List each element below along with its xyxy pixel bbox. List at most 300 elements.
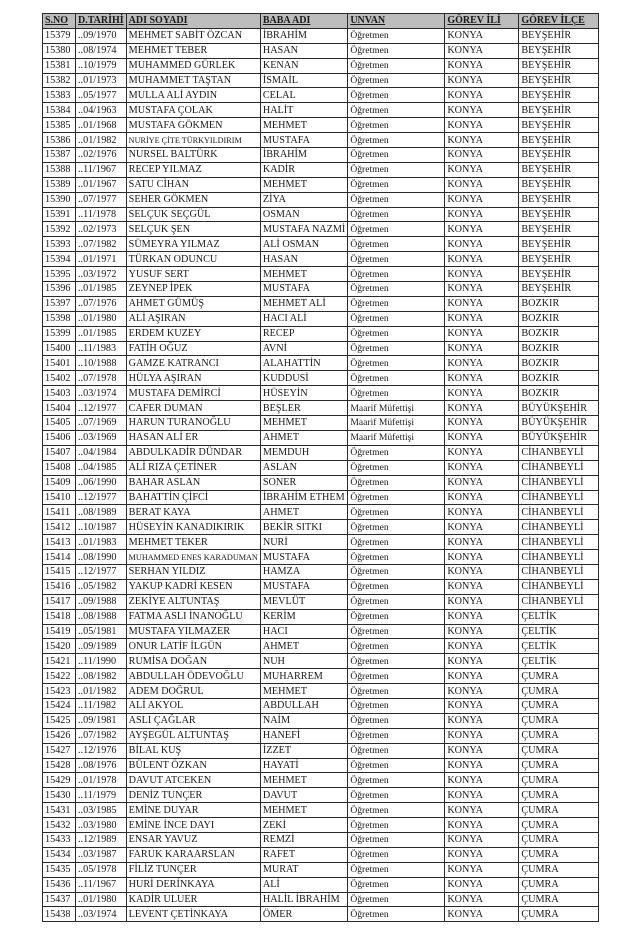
cell-full-name: SÜMEYRA YILMAZ: [126, 237, 260, 252]
cell-district: CİHANBEYLİ: [519, 505, 599, 520]
cell-province: KONYA: [445, 505, 519, 520]
cell-district: ÇUMRA: [519, 907, 599, 922]
cell-father-name: HAMZA: [260, 564, 347, 579]
cell-title: Öğretmen: [348, 669, 445, 684]
cell-birth-date: ..12/1977: [76, 490, 127, 505]
cell-district: BEYŞEHİR: [519, 43, 599, 58]
cell-sno: 15407: [43, 445, 76, 460]
cell-title: Öğretmen: [348, 505, 445, 520]
cell-province: KONYA: [445, 832, 519, 847]
cell-title: Öğretmen: [348, 103, 445, 118]
table-row: [43, 237, 599, 252]
cell-full-name: AYŞEGÜL ALTUNTAŞ: [126, 728, 260, 743]
cell-full-name: KADİR ULUER: [126, 892, 260, 907]
cell-full-name: RUMİSA DOĞAN: [126, 654, 260, 669]
cell-birth-date: ..02/1973: [76, 222, 127, 237]
cell-province: KONYA: [445, 192, 519, 207]
cell-birth-date: ..11/1982: [76, 698, 127, 713]
col-header-district: GÖREV İLÇE: [519, 14, 599, 29]
cell-sno: 15404: [43, 401, 76, 416]
cell-father-name: NAİM: [260, 713, 347, 728]
table-row: [43, 475, 599, 490]
cell-title: Öğretmen: [348, 282, 445, 297]
table-row: [43, 550, 599, 565]
cell-province: KONYA: [445, 445, 519, 460]
table-row: [43, 624, 599, 639]
cell-father-name: İBRAHİM: [260, 148, 347, 163]
table-row: [43, 162, 599, 177]
cell-title: Öğretmen: [348, 207, 445, 222]
cell-district: ÇUMRA: [519, 684, 599, 699]
cell-district: BEYŞEHİR: [519, 118, 599, 133]
col-header-full-name: ADI SOYADI: [126, 14, 260, 29]
cell-birth-date: ..09/1981: [76, 713, 127, 728]
cell-province: KONYA: [445, 386, 519, 401]
cell-birth-date: ..11/1983: [76, 341, 127, 356]
cell-title: Öğretmen: [348, 356, 445, 371]
table-row: [43, 133, 599, 148]
cell-father-name: ZİYA: [260, 192, 347, 207]
cell-sno: 15415: [43, 564, 76, 579]
cell-title: Öğretmen: [348, 475, 445, 490]
cell-district: BEYŞEHİR: [519, 162, 599, 177]
table-row: [43, 654, 599, 669]
cell-birth-date: ..01/1985: [76, 282, 127, 297]
cell-full-name: EMİNE DUYAR: [126, 803, 260, 818]
cell-full-name: BÜLENT ÖZKAN: [126, 758, 260, 773]
cell-sno: 15393: [43, 237, 76, 252]
cell-father-name: ÖMER: [260, 907, 347, 922]
cell-full-name: NURSEL BALTÜRK: [126, 148, 260, 163]
cell-full-name: YUSUF SERT: [126, 267, 260, 282]
table-row: [43, 311, 599, 326]
cell-father-name: ASLAN: [260, 460, 347, 475]
cell-district: BEYŞEHİR: [519, 58, 599, 73]
cell-district: BEYŞEHİR: [519, 28, 599, 43]
cell-full-name: ABDULLAH ÖDEVOĞLU: [126, 669, 260, 684]
cell-title: Öğretmen: [348, 296, 445, 311]
cell-title: Öğretmen: [348, 58, 445, 73]
cell-sno: 15417: [43, 594, 76, 609]
cell-birth-date: ..01/1971: [76, 252, 127, 267]
cell-district: BEYŞEHİR: [519, 103, 599, 118]
table-row: [43, 28, 599, 43]
cell-sno: 15418: [43, 609, 76, 624]
cell-province: KONYA: [445, 282, 519, 297]
cell-district: BEYŞEHİR: [519, 267, 599, 282]
cell-father-name: KERİM: [260, 609, 347, 624]
cell-birth-date: ..03/1972: [76, 267, 127, 282]
cell-full-name: DAVUT ATCEKEN: [126, 773, 260, 788]
cell-father-name: MUSTAFA: [260, 579, 347, 594]
cell-birth-date: ..03/1969: [76, 430, 127, 445]
cell-full-name: ZEYNEP İPEK: [126, 282, 260, 297]
table-row: [43, 490, 599, 505]
cell-birth-date: ..01/1967: [76, 177, 127, 192]
cell-title: Öğretmen: [348, 832, 445, 847]
cell-father-name: HANEFİ: [260, 728, 347, 743]
cell-birth-date: ..04/1963: [76, 103, 127, 118]
cell-birth-date: ..11/1978: [76, 207, 127, 222]
cell-full-name: DENİZ TUNÇER: [126, 788, 260, 803]
cell-district: CİHANBEYLİ: [519, 550, 599, 565]
cell-title: Öğretmen: [348, 43, 445, 58]
cell-birth-date: ..01/1978: [76, 773, 127, 788]
cell-district: BEYŞEHİR: [519, 282, 599, 297]
cell-province: KONYA: [445, 818, 519, 833]
cell-father-name: İBRAHİM ETHEM: [260, 490, 347, 505]
cell-district: BEYŞEHİR: [519, 192, 599, 207]
cell-father-name: KENAN: [260, 58, 347, 73]
cell-title: Öğretmen: [348, 267, 445, 282]
cell-province: KONYA: [445, 103, 519, 118]
cell-father-name: MEHMET: [260, 118, 347, 133]
cell-title: Öğretmen: [348, 520, 445, 535]
cell-province: KONYA: [445, 73, 519, 88]
cell-father-name: HACI: [260, 624, 347, 639]
cell-district: ÇUMRA: [519, 758, 599, 773]
cell-birth-date: ..01/1982: [76, 133, 127, 148]
cell-district: BOZKIR: [519, 326, 599, 341]
cell-district: ÇUMRA: [519, 669, 599, 684]
cell-title: Öğretmen: [348, 877, 445, 892]
cell-title: Öğretmen: [348, 192, 445, 207]
cell-birth-date: ..01/1980: [76, 311, 127, 326]
table-row: [43, 371, 599, 386]
cell-father-name: BEŞLER: [260, 401, 347, 416]
table-row: [43, 118, 599, 133]
cell-province: KONYA: [445, 207, 519, 222]
cell-full-name: FİLİZ TUNÇER: [126, 862, 260, 877]
cell-title: Öğretmen: [348, 88, 445, 103]
cell-province: KONYA: [445, 624, 519, 639]
cell-title: Maarif Müfettişi: [348, 401, 445, 416]
cell-full-name: RECEP YILMAZ: [126, 162, 260, 177]
cell-father-name: NUH: [260, 654, 347, 669]
cell-sno: 15406: [43, 430, 76, 445]
cell-district: ÇELTİK: [519, 609, 599, 624]
cell-sno: 15434: [43, 847, 76, 862]
cell-sno: 15423: [43, 684, 76, 699]
table-row: [43, 535, 599, 550]
cell-full-name: ONUR LATİF İLGÜN: [126, 639, 260, 654]
cell-father-name: AHMET: [260, 505, 347, 520]
cell-sno: 15383: [43, 88, 76, 103]
cell-father-name: HÜSEYİN: [260, 386, 347, 401]
cell-birth-date: ..09/1970: [76, 28, 127, 43]
table-row: [43, 758, 599, 773]
cell-title: Öğretmen: [348, 162, 445, 177]
table-row: [43, 803, 599, 818]
cell-full-name: MUSTAFA YILMAZER: [126, 624, 260, 639]
cell-province: KONYA: [445, 237, 519, 252]
cell-full-name: MUHAMMED GÜRLEK: [126, 58, 260, 73]
cell-province: KONYA: [445, 311, 519, 326]
cell-sno: 15390: [43, 192, 76, 207]
cell-sno: 15424: [43, 698, 76, 713]
cell-province: KONYA: [445, 728, 519, 743]
cell-father-name: AHMET: [260, 639, 347, 654]
col-header-title: UNVAN: [348, 14, 445, 29]
cell-district: BOZKIR: [519, 386, 599, 401]
cell-birth-date: ..03/1985: [76, 803, 127, 818]
cell-father-name: ZEKİ: [260, 818, 347, 833]
cell-sno: 15408: [43, 460, 76, 475]
table-row: [43, 341, 599, 356]
cell-district: BOZKIR: [519, 341, 599, 356]
cell-sno: 15413: [43, 535, 76, 550]
cell-province: KONYA: [445, 892, 519, 907]
cell-province: KONYA: [445, 758, 519, 773]
cell-sno: 15402: [43, 371, 76, 386]
cell-province: KONYA: [445, 177, 519, 192]
cell-father-name: İBRAHİM: [260, 28, 347, 43]
cell-title: Öğretmen: [348, 743, 445, 758]
table-row: [43, 639, 599, 654]
cell-full-name: MEHMET TEBER: [126, 43, 260, 58]
cell-title: Öğretmen: [348, 535, 445, 550]
cell-province: KONYA: [445, 58, 519, 73]
cell-district: BEYŞEHİR: [519, 177, 599, 192]
cell-title: Öğretmen: [348, 445, 445, 460]
cell-district: CİHANBEYLİ: [519, 445, 599, 460]
cell-full-name: CAFER DUMAN: [126, 401, 260, 416]
cell-district: CİHANBEYLİ: [519, 579, 599, 594]
cell-sno: 15381: [43, 58, 76, 73]
cell-birth-date: ..04/1985: [76, 460, 127, 475]
cell-sno: 15388: [43, 162, 76, 177]
table-row: [43, 862, 599, 877]
cell-birth-date: ..04/1984: [76, 445, 127, 460]
cell-title: Öğretmen: [348, 133, 445, 148]
cell-title: Öğretmen: [348, 460, 445, 475]
cell-district: CİHANBEYLİ: [519, 594, 599, 609]
cell-district: BEYŞEHİR: [519, 237, 599, 252]
cell-birth-date: ..07/1969: [76, 416, 127, 431]
cell-birth-date: ..09/1989: [76, 639, 127, 654]
cell-province: KONYA: [445, 133, 519, 148]
cell-father-name: SONER: [260, 475, 347, 490]
cell-father-name: MUSTAFA NAZMİ: [260, 222, 347, 237]
cell-province: KONYA: [445, 148, 519, 163]
cell-full-name: ZEKİYE ALTUNTAŞ: [126, 594, 260, 609]
cell-sno: 15379: [43, 28, 76, 43]
cell-father-name: CELAL: [260, 88, 347, 103]
cell-full-name: MULLA ALİ AYDIN: [126, 88, 260, 103]
cell-full-name: BAHATTİN ÇİFCİ: [126, 490, 260, 505]
cell-title: Öğretmen: [348, 222, 445, 237]
cell-father-name: MEMDUH: [260, 445, 347, 460]
cell-full-name: FATMA ASLI İNANOĞLU: [126, 609, 260, 624]
cell-district: CİHANBEYLİ: [519, 520, 599, 535]
cell-title: Öğretmen: [348, 371, 445, 386]
cell-province: KONYA: [445, 907, 519, 922]
table-row: [43, 728, 599, 743]
cell-father-name: REMZİ: [260, 832, 347, 847]
cell-province: KONYA: [445, 296, 519, 311]
cell-district: ÇUMRA: [519, 698, 599, 713]
col-header-province: GÖREV İLİ: [445, 14, 519, 29]
cell-father-name: RECEP: [260, 326, 347, 341]
cell-sno: 15432: [43, 818, 76, 833]
cell-birth-date: ..07/1982: [76, 237, 127, 252]
cell-father-name: DAVUT: [260, 788, 347, 803]
cell-full-name: SEHER GÖKMEN: [126, 192, 260, 207]
cell-full-name: MUSTAFA ÇOLAK: [126, 103, 260, 118]
cell-sno: 15422: [43, 669, 76, 684]
cell-full-name: ALİ AŞIRAN: [126, 311, 260, 326]
cell-birth-date: ..03/1974: [76, 907, 127, 922]
cell-birth-date: ..02/1976: [76, 148, 127, 163]
cell-sno: 15401: [43, 356, 76, 371]
table-row: [43, 877, 599, 892]
cell-province: KONYA: [445, 877, 519, 892]
col-header-sno: S.NO: [43, 14, 76, 29]
cell-sno: 15431: [43, 803, 76, 818]
cell-sno: 15419: [43, 624, 76, 639]
cell-title: Maarif Müfettişi: [348, 430, 445, 445]
cell-district: BOZKIR: [519, 371, 599, 386]
cell-sno: 15425: [43, 713, 76, 728]
cell-father-name: MEHMET: [260, 267, 347, 282]
cell-title: Öğretmen: [348, 758, 445, 773]
table-row: [43, 326, 599, 341]
cell-full-name: HASAN ALİ ER: [126, 430, 260, 445]
cell-father-name: MEHMET: [260, 803, 347, 818]
table-row: [43, 58, 599, 73]
cell-province: KONYA: [445, 594, 519, 609]
cell-sno: 15400: [43, 341, 76, 356]
table-row: [43, 669, 599, 684]
cell-title: Öğretmen: [348, 698, 445, 713]
cell-district: ÇUMRA: [519, 862, 599, 877]
cell-birth-date: ..12/1976: [76, 743, 127, 758]
table-row: [43, 192, 599, 207]
cell-full-name: ERDEM KUZEY: [126, 326, 260, 341]
cell-birth-date: ..01/1985: [76, 326, 127, 341]
cell-district: ÇUMRA: [519, 818, 599, 833]
cell-sno: 15386: [43, 133, 76, 148]
cell-province: KONYA: [445, 579, 519, 594]
cell-father-name: İZZET: [260, 743, 347, 758]
cell-birth-date: ..07/1976: [76, 296, 127, 311]
cell-province: KONYA: [445, 684, 519, 699]
cell-sno: 15410: [43, 490, 76, 505]
cell-sno: 15387: [43, 148, 76, 163]
cell-province: KONYA: [445, 803, 519, 818]
cell-province: KONYA: [445, 847, 519, 862]
cell-title: Öğretmen: [348, 28, 445, 43]
cell-district: ÇUMRA: [519, 892, 599, 907]
cell-title: Öğretmen: [348, 892, 445, 907]
cell-province: KONYA: [445, 326, 519, 341]
cell-district: CİHANBEYLİ: [519, 475, 599, 490]
personnel-table: [42, 13, 599, 922]
cell-province: KONYA: [445, 43, 519, 58]
table-row: [43, 609, 599, 624]
table-row: [43, 743, 599, 758]
table-row: [43, 832, 599, 847]
cell-birth-date: ..03/1987: [76, 847, 127, 862]
cell-sno: 15405: [43, 416, 76, 431]
table-row: [43, 177, 599, 192]
cell-sno: 15411: [43, 505, 76, 520]
cell-father-name: OSMAN: [260, 207, 347, 222]
cell-sno: 15380: [43, 43, 76, 58]
cell-province: KONYA: [445, 401, 519, 416]
cell-birth-date: ..06/1990: [76, 475, 127, 490]
cell-sno: 15403: [43, 386, 76, 401]
cell-district: BÜYÜKŞEHİR: [519, 416, 599, 431]
table-row: [43, 282, 599, 297]
cell-father-name: HACI ALİ: [260, 311, 347, 326]
table-row: [43, 579, 599, 594]
cell-father-name: HASAN: [260, 43, 347, 58]
cell-sno: 15416: [43, 579, 76, 594]
cell-full-name: AHMET GÜMÜŞ: [126, 296, 260, 311]
cell-title: Maarif Müfettişi: [348, 416, 445, 431]
table-row: [43, 148, 599, 163]
cell-full-name: MEHMET TEKER: [126, 535, 260, 550]
cell-father-name: MUSTAFA: [260, 282, 347, 297]
table-row: [43, 684, 599, 699]
cell-birth-date: ..12/1977: [76, 564, 127, 579]
cell-birth-date: ..08/1974: [76, 43, 127, 58]
table-row: [43, 698, 599, 713]
cell-province: KONYA: [445, 162, 519, 177]
cell-full-name: HARUN TURANOĞLU: [126, 416, 260, 431]
table-row: [43, 222, 599, 237]
cell-sno: 15398: [43, 311, 76, 326]
cell-father-name: MUSTAFA: [260, 550, 347, 565]
cell-father-name: HALİL İBRAHİM: [260, 892, 347, 907]
cell-district: BEYŞEHİR: [519, 222, 599, 237]
cell-title: Öğretmen: [348, 684, 445, 699]
cell-full-name: HÜLYA AŞIRAN: [126, 371, 260, 386]
cell-full-name: ASLI ÇAĞLAR: [126, 713, 260, 728]
cell-father-name: MUSTAFA: [260, 133, 347, 148]
cell-full-name: BAHAR ASLAN: [126, 475, 260, 490]
cell-province: KONYA: [445, 222, 519, 237]
cell-birth-date: ..05/1978: [76, 862, 127, 877]
cell-birth-date: ..08/1989: [76, 505, 127, 520]
cell-district: ÇUMRA: [519, 803, 599, 818]
cell-province: KONYA: [445, 28, 519, 43]
cell-birth-date: ..09/1988: [76, 594, 127, 609]
cell-full-name: NURİYE ÇİTE TÜRKYILDIRIM: [126, 133, 260, 148]
cell-province: KONYA: [445, 609, 519, 624]
cell-district: CİHANBEYLİ: [519, 490, 599, 505]
cell-sno: 15396: [43, 282, 76, 297]
cell-father-name: AHMET: [260, 430, 347, 445]
cell-sno: 15385: [43, 118, 76, 133]
cell-father-name: MEHMET: [260, 177, 347, 192]
cell-title: Öğretmen: [348, 594, 445, 609]
cell-sno: 15433: [43, 832, 76, 847]
cell-sno: 15384: [43, 103, 76, 118]
cell-title: Öğretmen: [348, 490, 445, 505]
cell-father-name: MEHMET: [260, 773, 347, 788]
cell-full-name: ALİ AKYOL: [126, 698, 260, 713]
cell-title: Öğretmen: [348, 148, 445, 163]
cell-full-name: BERAT KAYA: [126, 505, 260, 520]
cell-title: Öğretmen: [348, 728, 445, 743]
cell-district: BEYŞEHİR: [519, 207, 599, 222]
cell-sno: 15382: [43, 73, 76, 88]
cell-father-name: HALİT: [260, 103, 347, 118]
table-row: [43, 773, 599, 788]
cell-province: KONYA: [445, 773, 519, 788]
